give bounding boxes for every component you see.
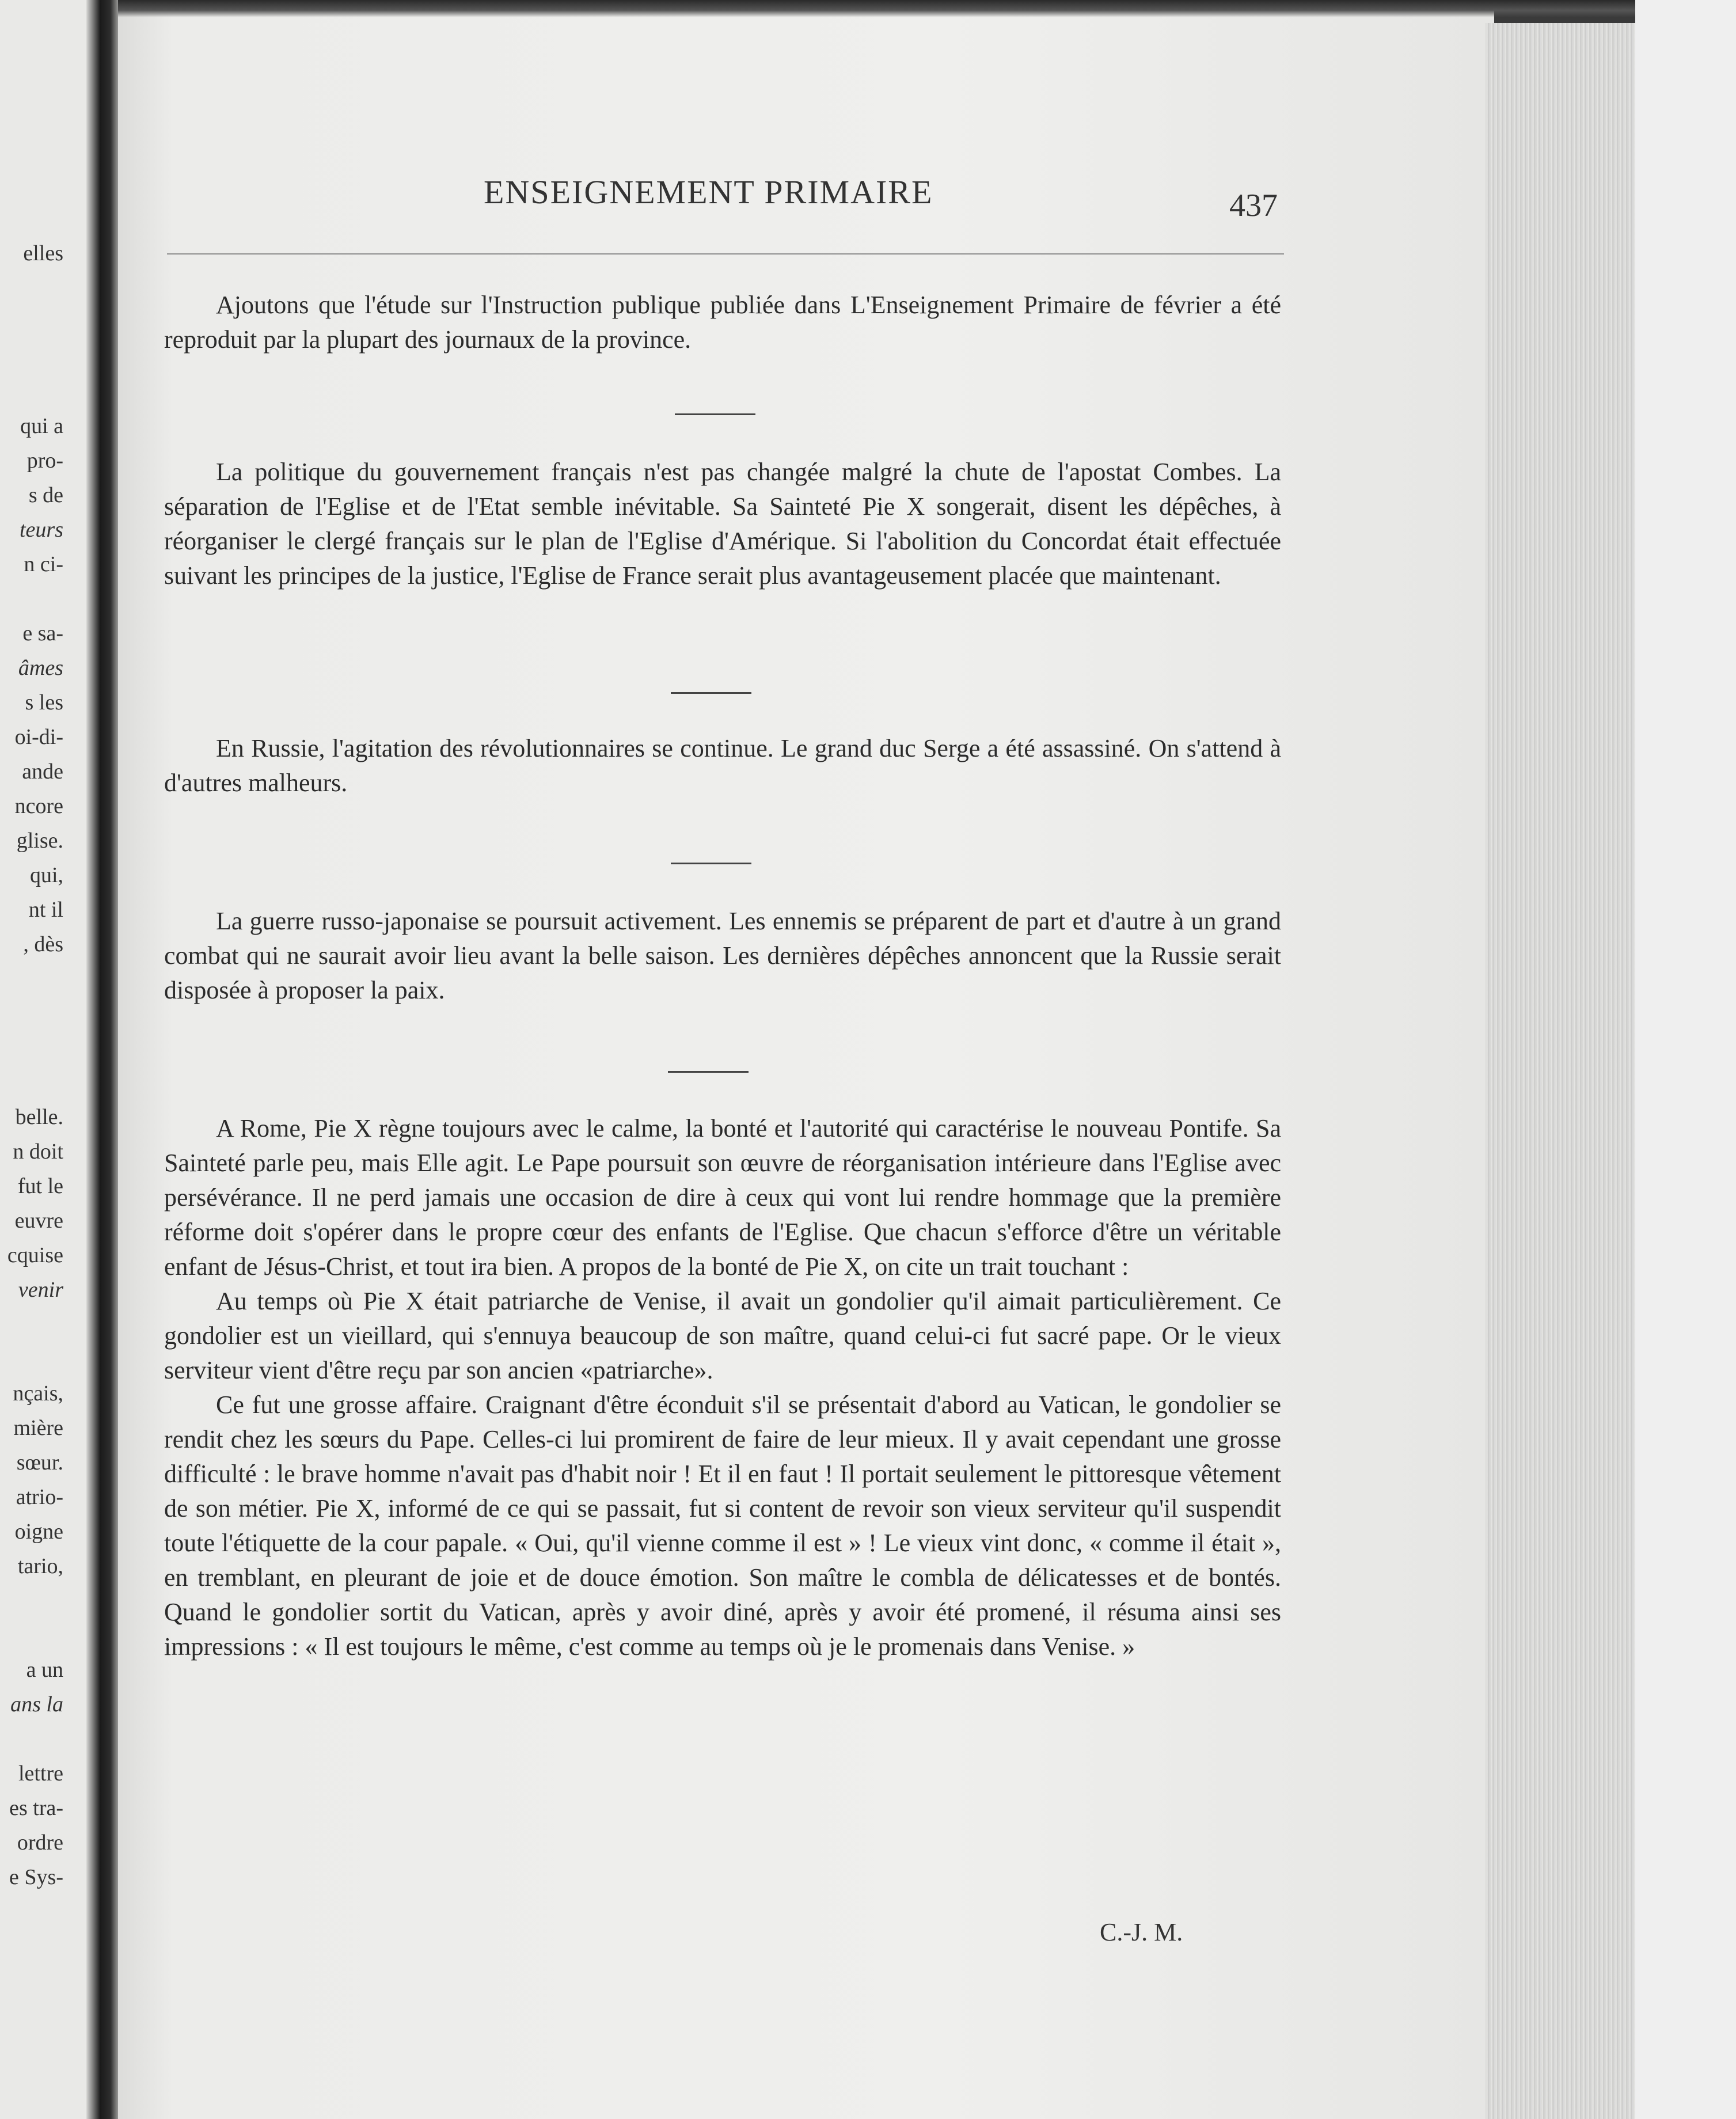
- margin-fragment: [7, 996, 63, 1031]
- scan-background: [1635, 0, 1736, 2119]
- paragraph-text: Ce fut une grosse affaire. Craignant d'être éconduit s'il se présentait d'abord au Vatican, le gondolier se rendit chez les sœurs du Pape. Celles-ci lui promirent de faire de leur mieux. Il y avait cependant une grosse difficulté : le brave homme n'avait pas d'habit noir ! Et il en faut ! Il portait seulement le pittoresque vêtement de son métier. Pie X, informé de ce qui se passait, fut si content de revoir son vieux serviteur qu'il suspendit toute l'étiquette de la cour papale. « Oui, qu'il vienne comme il est » ! Le vieux vint donc, « comme il était », en tremblant, en pleurant de joie et de douce émotion. Son maître le combla de délicatesses et de bontés. Quand le gondolier sortit du Vatican, après y avoir diné, après y avoir été promené, il résuma ainsi ses impressions : « Il est toujours le même, c'est comme au temps où je le promenais dans Venise. »: [164, 1391, 1281, 1661]
- section-separator: [671, 692, 751, 694]
- paragraph-rome: [164, 1111, 1281, 1664]
- signature: C.-J. M.: [1100, 1918, 1183, 1946]
- section-separator: [671, 863, 751, 864]
- margin-fragment: [7, 1583, 63, 1618]
- paragraph-politique: [164, 455, 1281, 593]
- paragraph-text: En Russie, l'agitation des révolutionnaires se continue. Le grand duc Serge a été assassiné. On s'attend à d'autres malheurs.: [164, 734, 1281, 797]
- margin-fragment: ans la: [10, 1692, 63, 1717]
- margin-fragment: oi-di-: [14, 725, 63, 749]
- margin-fragment: teurs: [20, 518, 63, 542]
- margin-fragment: [7, 1065, 63, 1100]
- top-shadow: [118, 0, 1635, 17]
- margin-fragment: oigne: [14, 1520, 63, 1544]
- paragraph-text: La politique du gouvernement français n'est pas changée malgré la chute de l'apostat Combes. La séparation de l'Eglise et de l'Etat semble inévitable. Sa Sainteté Pie X songerait, disent les dépêches, à réorganiser le clergé français sur le plan de l'Eglise d'Amérique. Si l'abolition du Concordat était effectuée suivant les principes de la justice, l'Eglise de France serait plus avantageusement placée que maintenant.: [164, 458, 1281, 590]
- margin-fragment: âmes: [18, 656, 63, 680]
- margin-fragment: nt il: [28, 898, 63, 922]
- margin-fragment: euvre: [14, 1209, 63, 1233]
- page-number: 437: [1229, 188, 1278, 223]
- margin-fragment: ncore: [14, 794, 63, 818]
- margin-fragment: glise.: [16, 829, 63, 853]
- paragraph-text: La guerre russo-japonaise se poursuit activement. Les ennemis se préparent de part et d'autre à un grand combat qui ne saurait avoir lieu avant la belle saison. Les dernières dépêches annoncent que la Russie serait disposée à proposer la paix.: [164, 907, 1281, 1004]
- margin-fragment: pro-: [26, 449, 63, 473]
- margin-fragment: nçais,: [13, 1381, 63, 1406]
- margin-fragment: e sa-: [22, 621, 63, 645]
- header-rule: [167, 253, 1284, 255]
- margin-fragment: [7, 1031, 63, 1065]
- margin-fragment: tario,: [17, 1554, 63, 1578]
- margin-fragment: n doit: [13, 1140, 63, 1164]
- margin-fragment: belle.: [15, 1105, 63, 1129]
- margin-fragment: [7, 340, 63, 374]
- margin-fragment: lettre: [18, 1761, 63, 1786]
- margin-fragment: qui,: [29, 863, 63, 887]
- left-page-margin-text: [7, 236, 63, 1894]
- margin-fragment: ordre: [17, 1831, 63, 1855]
- page-edges: [1486, 23, 1635, 2119]
- paragraph-text: Ajoutons que l'étude sur l'Instruction publique publiée dans L'Enseignement Primaire de février a été reproduit par la plupart des journaux de la province.: [164, 291, 1281, 354]
- margin-fragment: [7, 1722, 63, 1756]
- margin-fragment: e Sys-: [9, 1865, 63, 1889]
- margin-fragment: n ci-: [24, 552, 63, 576]
- running-head: ENSEIGNEMENT PRIMAIRE: [484, 173, 933, 211]
- margin-fragment: [7, 582, 63, 616]
- paragraph-text: Au temps où Pie X était patriarche de Venise, il avait un gondolier qu'il aimait particulièrement. Ce gondolier est un vieillard, qui s'ennuya beaucoup de son maître, quand celui-ci fut sacré pape. Or le vieux serviteur vient d'être reçu par son ancien «patriarche».: [164, 1287, 1281, 1384]
- paragraph-enseignement: [164, 288, 1281, 357]
- margin-fragment: mière: [13, 1416, 63, 1440]
- margin-fragment: s de: [28, 483, 63, 507]
- margin-fragment: [7, 962, 63, 996]
- paragraph-russie: [164, 731, 1281, 800]
- margin-fragment: [7, 1342, 63, 1376]
- margin-fragment: sœur.: [16, 1450, 63, 1475]
- margin-fragment: atrio-: [16, 1485, 63, 1509]
- margin-fragment: venir: [18, 1278, 63, 1302]
- section-separator: [668, 1071, 749, 1073]
- margin-fragment: [7, 305, 63, 340]
- paragraph-text: A Rome, Pie X règne toujours avec le calme, la bonté et l'autorité qui caractérise le nouveau Pontife. Sa Sainteté parle peu, mais Elle agit. Le Pape poursuit son œuvre de réorganisation intérieure dans l'Eglise avec persévérance. Il ne perd jamais une occasion de dire à ceux qui vont lui rendre hommage que la première réforme doit s'opérer dans le propre cœur des enfants de l'Eglise. Que chacun s'efforce d'être un véritable enfant de Jésus-Christ, et tout ira bien. A propos de la bonté de Pie X, on cite un trait touchant :: [164, 1114, 1281, 1281]
- section-separator: [675, 413, 755, 415]
- margin-fragment: [7, 374, 63, 409]
- margin-fragment: es tra-: [9, 1796, 63, 1820]
- margin-fragment: elles: [23, 241, 63, 265]
- margin-fragment: [7, 271, 63, 305]
- margin-fragment: ande: [22, 760, 63, 784]
- paragraph-guerre: [164, 904, 1281, 1008]
- margin-fragment: fut le: [17, 1174, 63, 1198]
- margin-fragment: [7, 1307, 63, 1342]
- margin-fragment: a un: [26, 1658, 63, 1682]
- margin-fragment: [7, 1618, 63, 1653]
- margin-fragment: qui a: [20, 414, 63, 438]
- margin-fragment: , dès: [23, 932, 63, 956]
- margin-fragment: s les: [25, 690, 63, 715]
- margin-fragment: cquise: [7, 1243, 63, 1267]
- book-gutter: [86, 0, 121, 2119]
